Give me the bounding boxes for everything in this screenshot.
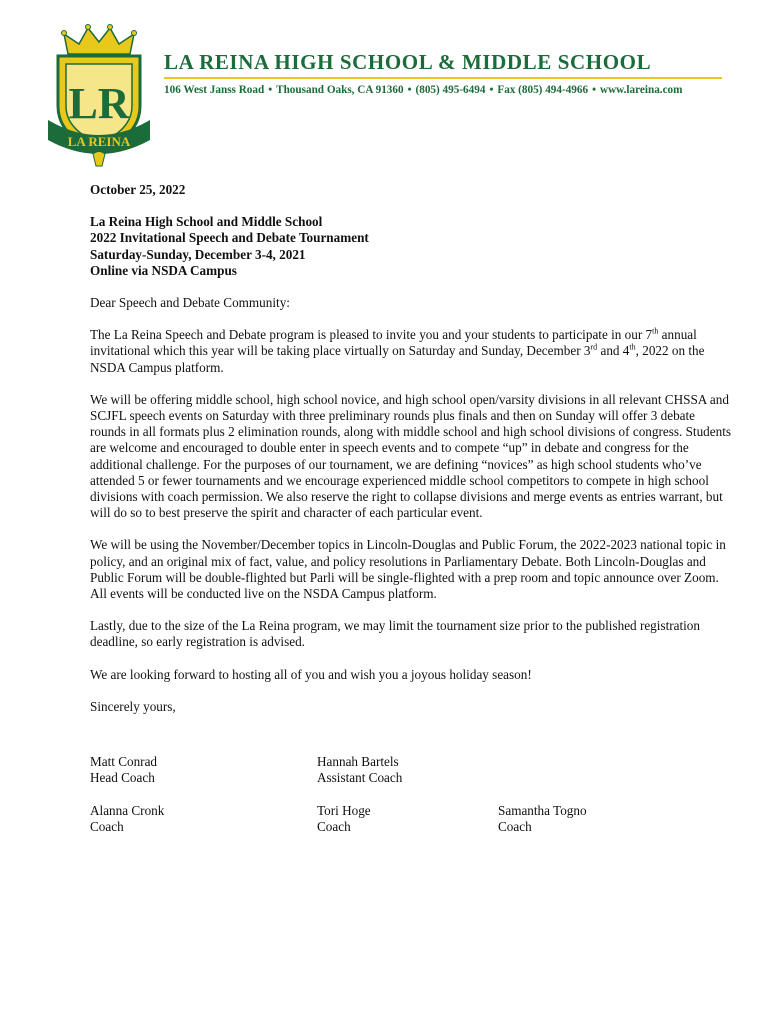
- website-link[interactable]: www.lareina.com: [600, 84, 683, 96]
- svg-text:LR: LR: [68, 79, 130, 128]
- signatory-title: Head Coach: [90, 770, 155, 786]
- signature-block: [498, 803, 587, 835]
- street-address: 106 West Janss Road: [164, 84, 265, 96]
- signature-block: [317, 803, 371, 835]
- signatory-name: Alanna Cronk: [90, 803, 165, 818]
- closing-phrase: Sincerely yours,: [90, 698, 176, 714]
- paragraph-invitation: The La Reina Speech and Debate program is pleased to invite you and your students to participate in our 7th annual invitational which this year will be taking place virtually on Saturday and Sunday, December 3rd and 4th, 2022 on the NSDA Campus platform.: [90, 326, 705, 375]
- phone-number: (805) 495-6494: [415, 84, 486, 96]
- paragraph-registration: Lastly, due to the size of the La Reina program, we may limit the tournament size prior to the published registration deadline, so early registration is advised.: [90, 618, 700, 650]
- signatory-name: Matt Conrad: [90, 754, 158, 769]
- svg-text:LA REINA: LA REINA: [67, 134, 131, 149]
- paragraph-closing: We are looking forward to hosting all of you and wish you a joyous holiday season!: [90, 666, 532, 682]
- signatory-title: Coach: [498, 819, 532, 835]
- event-line: 2022 Invitational Speech and Debate Tournament: [90, 230, 369, 246]
- event-line: La Reina High School and Middle School: [90, 214, 323, 230]
- letter-date: October 25, 2022: [90, 182, 186, 197]
- signature-block: [317, 754, 402, 786]
- school-name: LA REINA HIGH SCHOOL & MIDDLE SCHOOL: [164, 50, 652, 74]
- event-details: [90, 214, 732, 279]
- contact-line: 106 West Janss Road • Thousand Oaks, CA 91360 • (805) 495-6494 • Fax (805) 494-4966 • www.lareina.com: [164, 84, 683, 96]
- fax-number: Fax (805) 494-4966: [497, 84, 589, 96]
- event-line: Online via NSDA Campus: [90, 262, 237, 278]
- signatory-title: Assistant Coach: [317, 770, 403, 786]
- salutation: Dear Speech and Debate Community:: [90, 295, 290, 311]
- event-line: Saturday-Sunday, December 3-4, 2021: [90, 246, 306, 262]
- signatory-name: Tori Hoge: [317, 803, 371, 818]
- city-state-zip: Thousand Oaks, CA 91360: [276, 84, 404, 96]
- paragraph-topics: We will be using the November/December topics in Lincoln-Douglas and Public Forum, the 2022-2023 national topic in policy, and an original mix of fact, value, and policy resolutions in Parliamentary Debate. Both Lincoln-Douglas and Public Forum will be double-flighted but Parli will be single-flighted with a prep room and topic announce over Zoom. All events will be conducted live on the NSDA Campus platform.: [90, 537, 726, 602]
- signature-block: [90, 803, 164, 835]
- letter-body: [90, 182, 732, 731]
- signatory-name: Hannah Bartels: [317, 754, 399, 769]
- school-crest-logo: [46, 18, 152, 170]
- paragraph-divisions: We will be offering middle school, high school novice, and high school open/varsity divisions in all relevant CHSSA and SCJFL speech events on Saturday with three preliminary rounds plus finals and then on Sunday will offer 3 debate rounds in all formats plus 2 elimination rounds, along with middle school and high school divisions of congress. Students are welcome and encouraged to double enter in speech events and to compete “up” in debate and congress for the additional challenge. For the purposes of our tournament, we are defining “novices” as high school students who’ve attended 5 or fewer tournaments and we encourage experienced middle school competitors to compete in high school divisions with coach permission. We also reserve the right to collapse divisions and merge events as entries warrant, but will do so to best preserve the spirit and character of each particular event.: [90, 391, 732, 521]
- signatory-title: Coach: [317, 819, 351, 835]
- header-divider: [164, 77, 722, 79]
- signatory-name: Samantha Togno: [498, 803, 587, 818]
- signatory-title: Coach: [90, 819, 124, 835]
- signature-block: [90, 754, 157, 786]
- crown-icon: [62, 25, 137, 55]
